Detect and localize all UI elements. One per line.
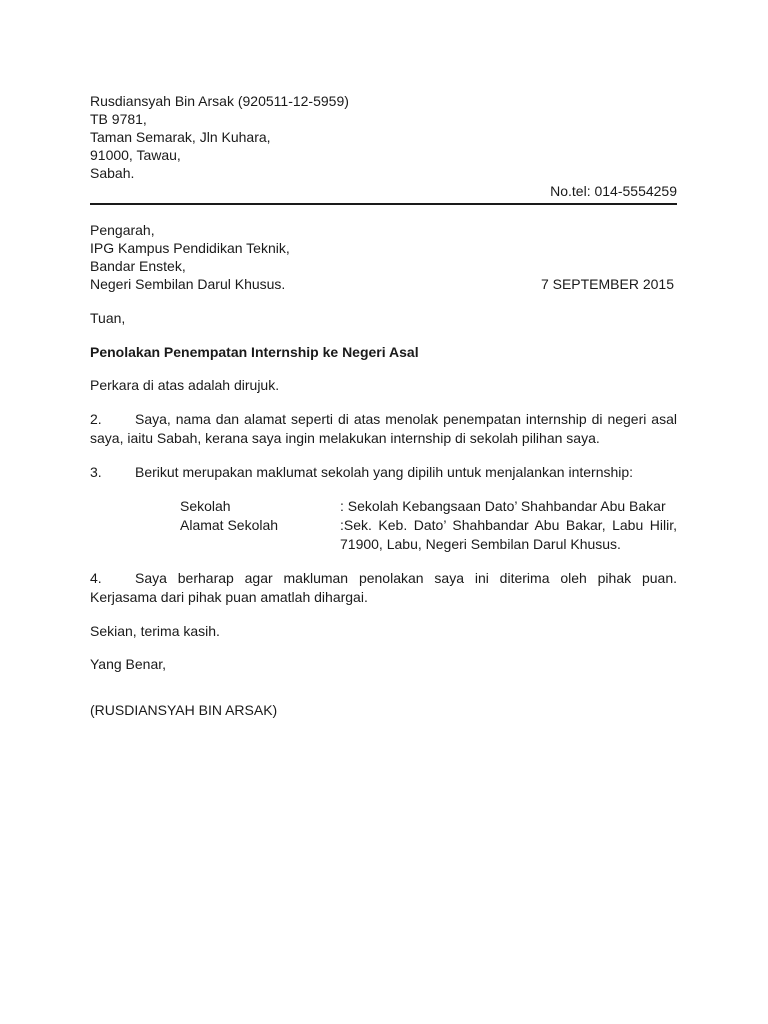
paragraph-4 (90, 569, 677, 607)
letter-body (90, 92, 677, 719)
recipient-line: Negeri Sembilan Darul Khusus. (90, 276, 286, 292)
recipient-address-block (90, 221, 677, 293)
school-address-row (180, 516, 677, 535)
school-name-value: : Sekolah Kebangsaan Dato’ Shahbandar Abu Bakar (340, 498, 666, 514)
sender-address-line: Sabah. (90, 165, 135, 181)
letter-subject: Penolakan Penempatan Internship ke Negeri Asal (90, 344, 419, 360)
paragraph-number: 2. (90, 411, 102, 427)
school-details (180, 497, 677, 554)
signature-name: (RUSDIANSYAH BIN ARSAK) (90, 702, 278, 718)
paragraph-1: Perkara di atas adalah dirujuk. (90, 377, 280, 393)
closing-thanks: Sekian, terima kasih. (90, 623, 220, 639)
paragraph-2 (90, 410, 677, 448)
sender-phone: No.tel: 014-5554259 (550, 183, 677, 199)
sender-address-block (90, 92, 677, 182)
header-divider (90, 203, 677, 205)
paragraph-3 (90, 463, 677, 482)
paragraph-text: Saya, nama dan alamat seperti di atas menolak penempatan internship di negeri asal saya, iaitu Sabah, kerana saya ingin melakukan internship di sekolah pilihan saya. (90, 411, 677, 446)
school-address-continuation: 71900, Labu, Negeri Sembilan Darul Khusus. (340, 536, 621, 552)
sender-address-line: TB 9781, (90, 111, 147, 127)
letter-date: 7 SEPTEMBER 2015 (540, 276, 674, 292)
school-address-label: Alamat Sekolah (180, 517, 279, 533)
recipient-line: Pengarah, (90, 222, 155, 238)
recipient-line: Bandar Enstek, (90, 258, 186, 274)
school-name-row (180, 497, 677, 516)
paragraph-number: 3. (90, 464, 102, 480)
school-name-label: Sekolah (180, 498, 231, 514)
sender-address-line: Taman Semarak, Jln Kuhara, (90, 129, 271, 145)
salutation: Tuan, (90, 310, 126, 326)
paragraph-number: 4. (90, 570, 102, 586)
sender-name: Rusdiansyah Bin Arsak (920511-12-5959) (90, 93, 349, 109)
sender-address-line: 91000, Tawau, (90, 147, 181, 163)
paragraph-text: Saya berharap agar makluman penolakan saya ini diterima oleh pihak puan. Kerjasama dari pihak puan amatlah dihargai. (90, 570, 677, 605)
closing-sign-off: Yang Benar, (90, 656, 167, 672)
recipient-line: IPG Kampus Pendidikan Teknik, (90, 240, 290, 256)
school-address-value: :Sek. Keb. Dato’ Shahbandar Abu Bakar, Labu Hilir, (340, 517, 677, 533)
paragraph-text: Berikut merupakan maklumat sekolah yang dipilih untuk menjalankan internship: (135, 464, 634, 480)
